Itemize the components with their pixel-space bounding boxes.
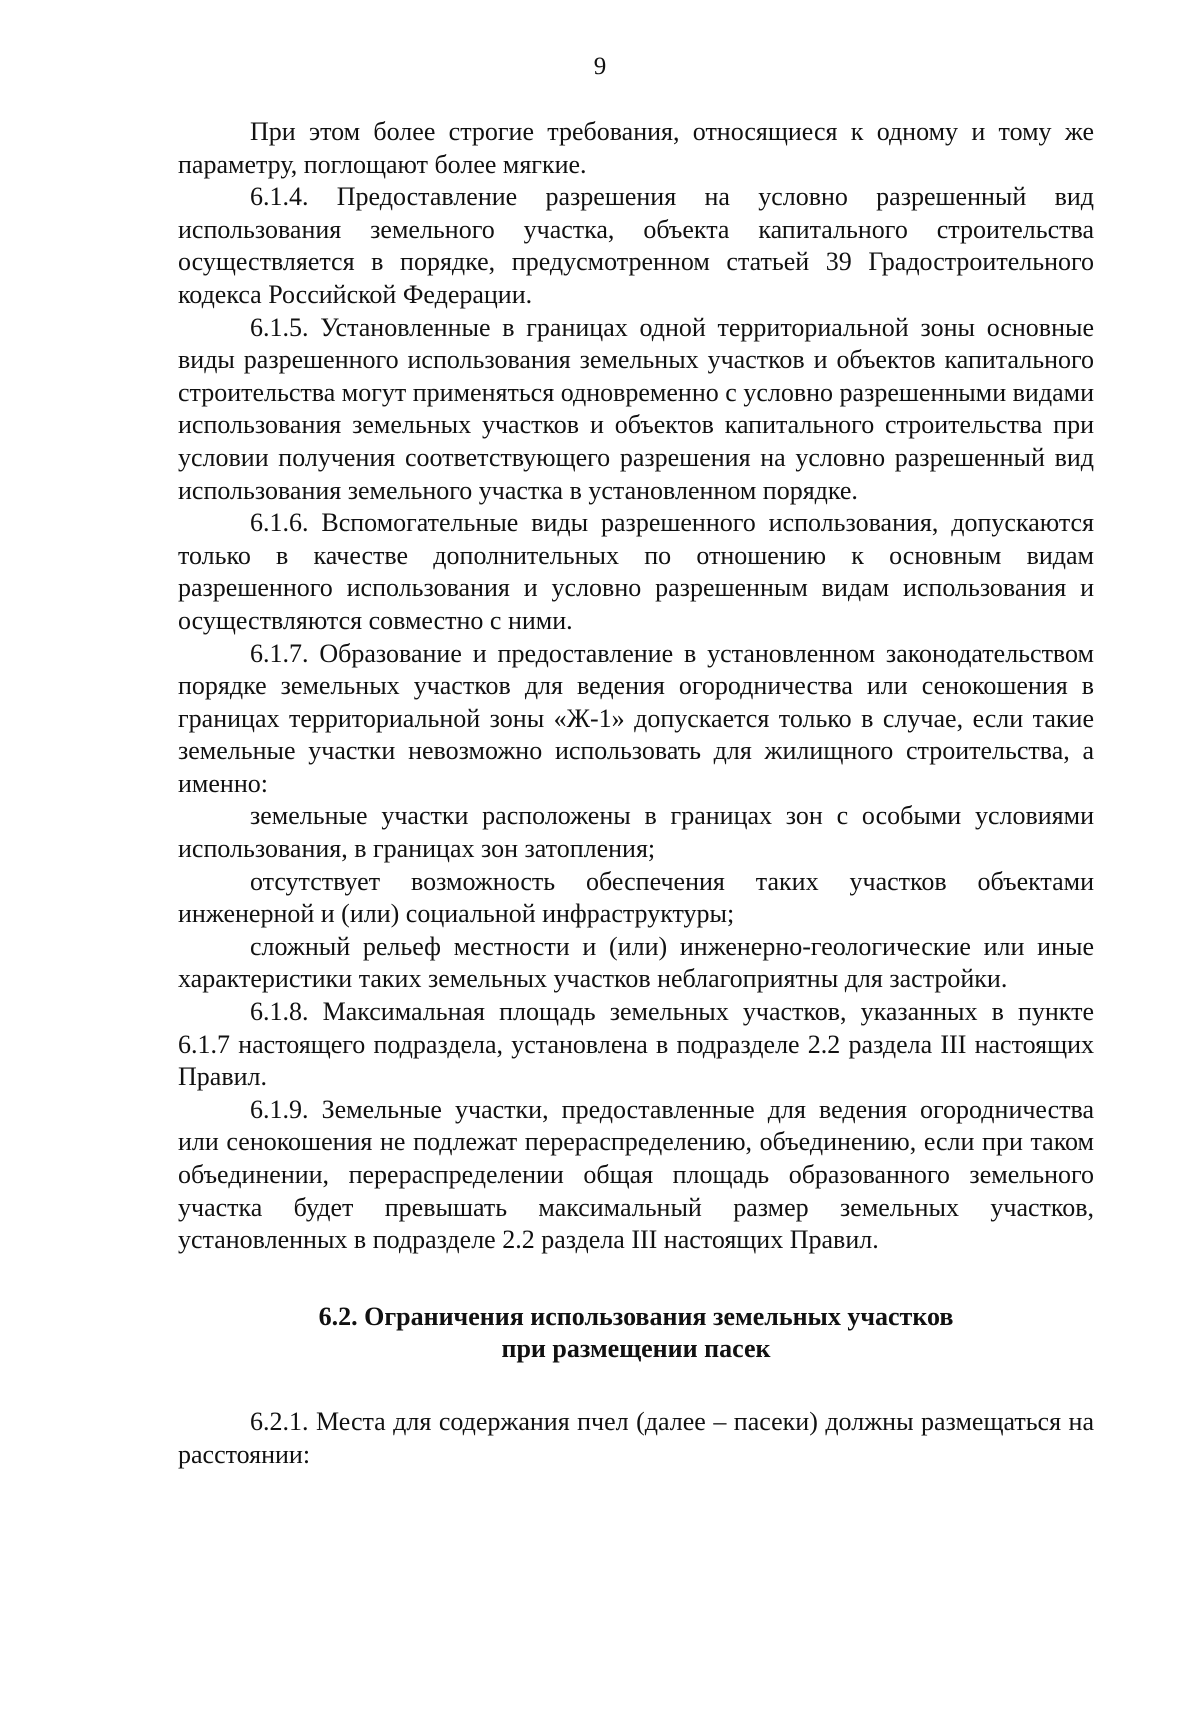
page-number: 9 xyxy=(593,53,607,80)
list-item-relief: сложный рельеф местности и (или) инженерно-геологические или иные характеристики таких земельных участков неблагоприятны для застройки. xyxy=(178,931,1094,994)
list-item-infrastructure: отсутствует возможность обеспечения таких участков объектами инженерной и (или) социальной инфраструктуры; xyxy=(178,866,1094,929)
list-item-flood-zones: земельные участки расположены в границах зон с особыми условиями использования, в границах зон затопления; xyxy=(178,801,1094,864)
paragraph-6-1-4: 6.1.4. Предоставление разрешения на условно разрешенный вид использования земельного участка, объекта капитального строительства осуществляется в порядке, предусмотренном статьей 39 Градостроительного кодекса Российской Федерации. xyxy=(178,182,1094,309)
paragraph-strict-requirements: При этом более строгие требования, относящиеся к одному и тому же параметру, поглощают более мягкие. xyxy=(178,117,1094,179)
document-body xyxy=(178,116,1094,1471)
section-heading-line-1: 6.2. Ограничения использования земельных участков xyxy=(318,1301,954,1331)
paragraph-6-1-5: 6.1.5. Установленные в границах одной территориальной зоны основные виды разрешенного использования земельных участков и объектов капитального строительства могут применяться одновременно с условно разрешенными видами использования земельных участков и объектов капитального строительства при условии получения соответствующего разрешения на условно разрешенный вид использования земельного участка в установленном порядке. xyxy=(178,312,1094,505)
paragraph-6-1-9: 6.1.9. Земельные участки, предоставленные для ведения огородничества или сенокошения не подлежат перераспределению, объединению, если при таком объединении, перераспределении общая площадь образованного земельного участка будет превышать максимальный размер земельных участков, установленных в подразделе 2.2 раздела III настоящих Правил. xyxy=(178,1094,1094,1255)
section-heading-6-2 xyxy=(178,1301,1094,1366)
paragraph-6-1-7: 6.1.7. Образование и предоставление в установленном законодательством порядке земельных участков для ведения огородничества или сенокошения в границах территориальной зоны «Ж-1» допускается только в случае, если такие земельные участки невозможно использовать для жилищного строительства, а именно: xyxy=(178,638,1094,798)
paragraph-6-1-8: 6.1.8. Максимальная площадь земельных участков, указанных в пункте 6.1.7 настоящего подраздела, установлена в подразделе 2.2 раздела III настоящих Правил. xyxy=(178,997,1094,1092)
paragraph-6-2-1: 6.2.1. Места для содержания пчел (далее – пасеки) должны размещаться на расстоянии: xyxy=(178,1406,1094,1469)
paragraph-6-1-6: 6.1.6. Вспомогательные виды разрешенного использования, допускаются только в качестве дополнительных по отношению к основным видам разрешенного использования и условно разрешенным видам использования и осуществляются совместно с ними. xyxy=(178,508,1094,635)
section-heading-line-2: при размещении пасек xyxy=(501,1334,771,1364)
